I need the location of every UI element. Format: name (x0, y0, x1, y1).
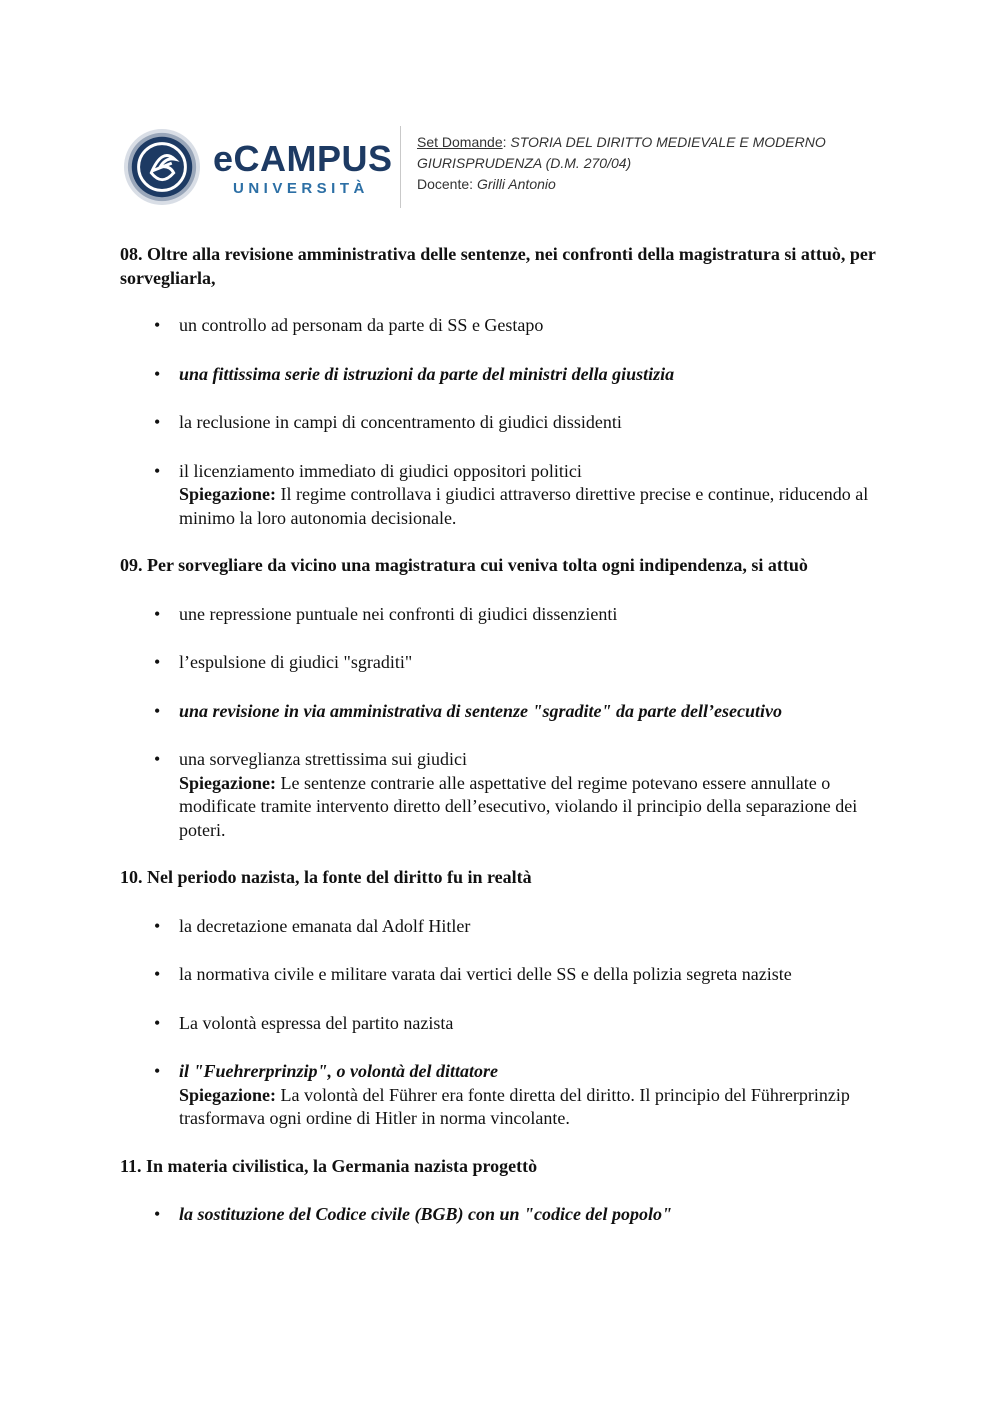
answers-11 (120, 1203, 890, 1227)
docente-value: Grilli Antonio (476, 176, 556, 192)
bullet-icon: • (154, 1012, 161, 1033)
question-09: 09. Per sorvegliare da vicino una magistratura cui veniva tolta ogni indipendenza, si attuò (120, 555, 808, 575)
answers-09 (120, 603, 890, 843)
bullet-icon: • (154, 1061, 161, 1081)
answer-option: • la normativa civile e militare varata dai vertici delle SS e della polizia segreta naziste (120, 963, 890, 987)
document-header (118, 124, 898, 210)
explanation: Spiegazione: Il regime controllava i giudici attraverso direttive precise e continue, riducendo al minimo la loro autonomia decisionale. (179, 484, 869, 528)
header-info (417, 132, 826, 195)
course-line: GIURISPRUDENZA (D.M. 270/04) (417, 155, 632, 171)
question-08: 08. Oltre alla revisione amministrativa delle sentenze, nei confronti della magistratura si attuò, per sorvegliarla, (120, 244, 876, 288)
answer-option-correct: • la sostituzione del Codice civile (BGB) con un "codice del popolo" (120, 1203, 890, 1227)
answer-option: • un controllo ad personam da parte di SS e Gestapo (120, 314, 890, 338)
bullet-icon: • (154, 460, 161, 481)
answer-option: • la decretazione emanata dal Adolf Hitler (120, 915, 890, 939)
answer-option-correct: • una fittissima serie di istruzioni da parte del ministri della giustizia (120, 363, 890, 387)
ecampus-emblem-icon (123, 128, 201, 206)
ecampus-logo (213, 140, 393, 197)
set-line: Set Domande: STORIA DEL DIRITTO MEDIEVALE E MODERNO (417, 134, 826, 150)
answer-option: • il licenziamento immediato di giudici oppositori politici Spiegazione: Il regime controllava i giudici attraverso direttive precise e continue, riducendo al minimo la loro autonomia decisionale. (120, 460, 890, 531)
answer-option: • una sorveglianza strettissima sui giudici Spiegazione: Le sentenze contrarie alle aspettative del regime potevano essere annullate o modificate tramite intervento diretto dell’esecutivo, violando il principio della separazione dei poteri. (120, 748, 890, 842)
logo-brand: eCAMPUS (213, 138, 393, 179)
answer-option-correct: • il "Fuehrerprinzip", o volontà del dittatore Spiegazione: La volontà del Führer era fonte diretta del diritto. Il principio del Führerprinzip trasformava ogni ordine di Hitler in norma vincolante. (120, 1060, 890, 1131)
logo-subtitle: UNIVERSITÀ (233, 180, 369, 197)
explanation: Spiegazione: Le sentenze contrarie alle aspettative del regime potevano essere annullate o modificate tramite intervento diretto dell’esecutivo, violando il principio della separazione dei poteri. (179, 772, 858, 840)
answer-option: • La volontà espressa del partito nazista (120, 1012, 890, 1036)
set-value: STORIA DEL DIRITTO MEDIEVALE E MODERNO (510, 134, 826, 150)
answer-option: • l’espulsione di giudici "sgraditi" (120, 651, 890, 675)
question-list (120, 243, 890, 1227)
answer-option: • une repressione puntuale nei confronti di giudici dissenzienti (120, 603, 890, 627)
answers-10 (120, 915, 890, 1131)
bullet-icon: • (154, 315, 161, 335)
question-10: 10. Nel periodo nazista, la fonte del diritto fu in realtà (120, 867, 532, 887)
bullet-icon: • (154, 915, 161, 936)
docente-line: Docente: Grilli Antonio (417, 176, 556, 192)
header-divider (400, 126, 401, 208)
bullet-icon: • (154, 700, 161, 721)
question-11: 11. In materia civilistica, la Germania nazista progettò (120, 1155, 538, 1176)
bullet-icon: • (154, 603, 161, 624)
bullet-icon: • (154, 363, 161, 384)
answers-08 (120, 314, 890, 530)
bullet-icon: • (154, 749, 161, 769)
docente-label: Docente (417, 176, 470, 192)
bullet-icon: • (154, 652, 161, 672)
bullet-icon: • (154, 964, 161, 984)
answer-option-correct: • una revisione in via amministrativa di sentenze "sgradite" da parte dell’esecutivo (120, 700, 890, 724)
answer-option: • la reclusione in campi di concentramento di giudici dissidenti (120, 411, 890, 435)
set-label: Set Domande (417, 134, 503, 150)
bullet-icon: • (154, 412, 161, 432)
bullet-icon: • (154, 1204, 161, 1224)
explanation: Spiegazione: La volontà del Führer era fonte diretta del diritto. Il principio del Führerprinzip trasformava ogni ordine di Hitler in norma vincolante. (179, 1084, 850, 1128)
